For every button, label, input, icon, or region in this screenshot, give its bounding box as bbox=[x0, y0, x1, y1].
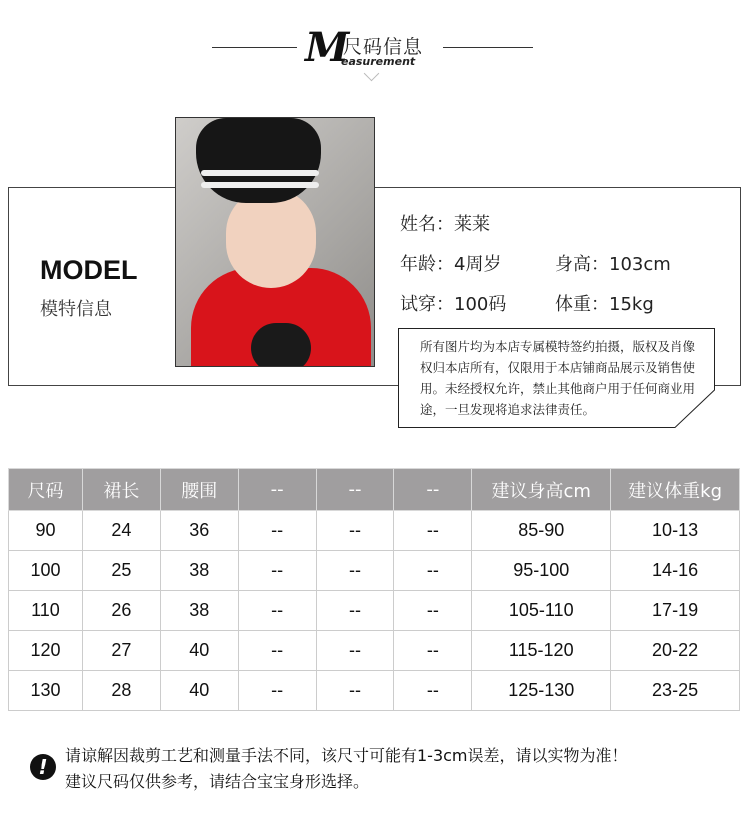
col-header: 裙长 bbox=[82, 469, 160, 511]
table-cell: 28 bbox=[82, 671, 160, 711]
table-cell: 90 bbox=[9, 511, 83, 551]
table-cell: -- bbox=[238, 591, 316, 631]
title-logo-letter: M bbox=[305, 24, 350, 71]
col-header: 建议身高cm bbox=[472, 469, 611, 511]
model-name: 姓名：莱莱 bbox=[400, 214, 490, 235]
table-cell: 23-25 bbox=[611, 671, 740, 711]
table-cell: 20-22 bbox=[611, 631, 740, 671]
table-cell: 14-16 bbox=[611, 551, 740, 591]
table-cell: -- bbox=[394, 631, 472, 671]
col-header: -- bbox=[238, 469, 316, 511]
model-label-en: MODEL bbox=[40, 255, 138, 285]
table-cell: -- bbox=[316, 631, 394, 671]
table-cell: 36 bbox=[160, 511, 238, 551]
table-row bbox=[9, 551, 740, 591]
model-tried-size: 试穿：100码 bbox=[400, 294, 507, 315]
table-cell: -- bbox=[394, 591, 472, 631]
section-title bbox=[305, 24, 455, 73]
table-cell: 85-90 bbox=[472, 511, 611, 551]
table-cell: -- bbox=[238, 631, 316, 671]
table-cell: -- bbox=[394, 671, 472, 711]
size-table bbox=[8, 468, 740, 711]
table-cell: 120 bbox=[9, 631, 83, 671]
table-cell: 10-13 bbox=[611, 511, 740, 551]
table-row bbox=[9, 591, 740, 631]
table-cell: 115-120 bbox=[472, 631, 611, 671]
table-cell: 100 bbox=[9, 551, 83, 591]
table-cell: -- bbox=[238, 511, 316, 551]
table-cell: -- bbox=[394, 511, 472, 551]
copyright-notice bbox=[398, 328, 715, 428]
table-cell: 95-100 bbox=[472, 551, 611, 591]
table-cell: -- bbox=[316, 551, 394, 591]
table-cell: 105-110 bbox=[472, 591, 611, 631]
model-height: 身高：103cm bbox=[555, 254, 671, 275]
table-cell: 110 bbox=[9, 591, 83, 631]
table-cell: -- bbox=[316, 511, 394, 551]
model-photo bbox=[175, 117, 375, 367]
col-header: -- bbox=[316, 469, 394, 511]
table-cell: 25 bbox=[82, 551, 160, 591]
table-cell: -- bbox=[238, 551, 316, 591]
col-header: 腰围 bbox=[160, 469, 238, 511]
exclamation-icon: ! bbox=[30, 754, 56, 780]
title-divider-right bbox=[443, 47, 533, 48]
footer-note-line1: 请谅解因裁剪工艺和测量手法不同，该尺寸可能有1-3cm误差，请以实物为准！ bbox=[65, 746, 628, 765]
title-en: easurement bbox=[341, 55, 416, 68]
model-age: 年龄：4周岁 bbox=[400, 254, 502, 275]
title-divider-left bbox=[212, 47, 297, 48]
table-row bbox=[9, 671, 740, 711]
col-header: -- bbox=[394, 469, 472, 511]
table-cell: 27 bbox=[82, 631, 160, 671]
table-cell: 24 bbox=[82, 511, 160, 551]
table-cell: -- bbox=[316, 671, 394, 711]
col-header: 尺码 bbox=[9, 469, 83, 511]
table-header-row bbox=[9, 469, 740, 511]
table-cell: 130 bbox=[9, 671, 83, 711]
table-cell: 26 bbox=[82, 591, 160, 631]
table-cell: 17-19 bbox=[611, 591, 740, 631]
table-cell: 38 bbox=[160, 551, 238, 591]
table-cell: -- bbox=[394, 551, 472, 591]
table-cell: 40 bbox=[160, 631, 238, 671]
copyright-text: 所有图片均为本店专属模特签约拍摄，版权及肖像权归本店所有，仅限用于本店铺商品展示及销售使用。未经授权允许，禁止其他商户用于任何商业用途，一旦发现将追求法律责任。 bbox=[420, 339, 696, 417]
table-cell: 38 bbox=[160, 591, 238, 631]
model-label-zh: 模特信息 bbox=[40, 299, 112, 320]
model-weight: 体重：15kg bbox=[555, 294, 654, 315]
footer-note-line2: 建议尺码仅供参考，请结合宝宝身形选择。 bbox=[65, 772, 370, 791]
table-cell: 40 bbox=[160, 671, 238, 711]
col-header: 建议体重kg bbox=[611, 469, 740, 511]
table-cell: -- bbox=[238, 671, 316, 711]
table-row bbox=[9, 631, 740, 671]
title-zh: 尺码信息 bbox=[343, 36, 424, 58]
table-cell: 125-130 bbox=[472, 671, 611, 711]
table-row bbox=[9, 511, 740, 551]
table-cell: -- bbox=[316, 591, 394, 631]
